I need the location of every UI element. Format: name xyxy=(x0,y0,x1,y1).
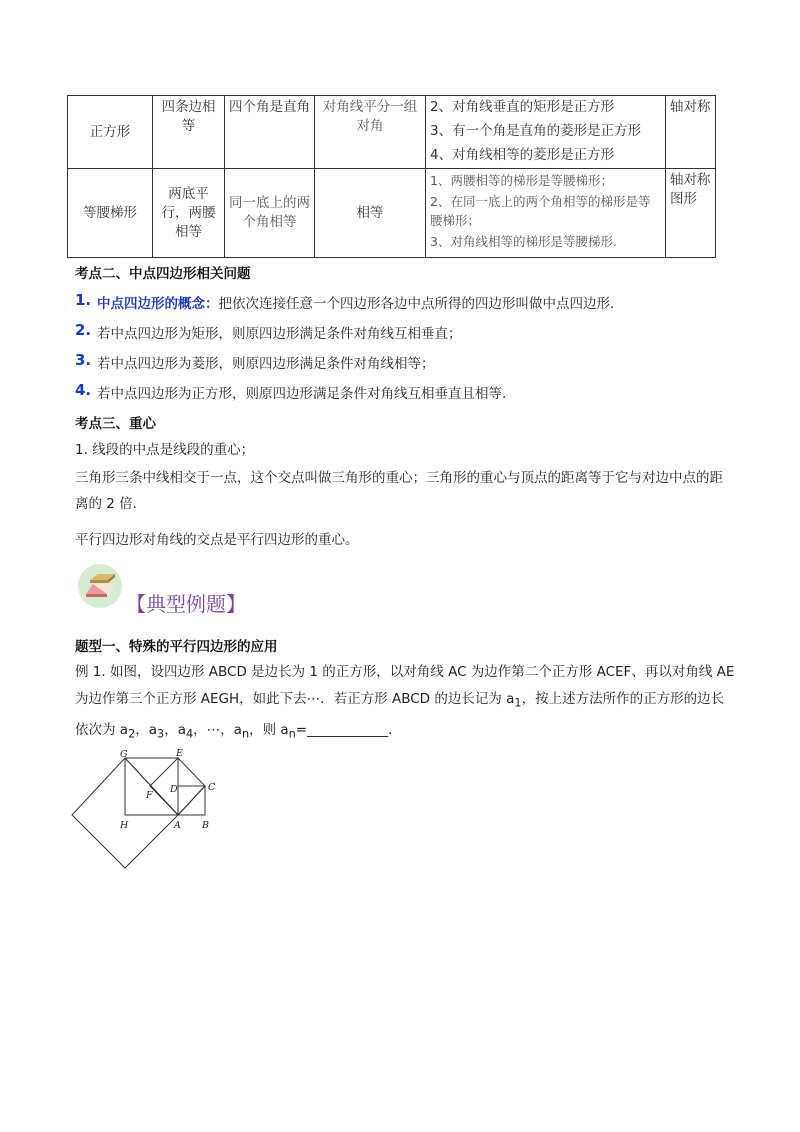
symmetry-property: 轴对称图形 xyxy=(666,169,716,258)
item-text: 若中点四边形为菱形，则原四边形满足条件对角线相等； xyxy=(97,356,435,372)
tixing1-heading: 题型一、特殊的平行四边形的应用 xyxy=(75,639,278,655)
criteria-cell xyxy=(426,96,666,169)
diagonals-property: 相等 xyxy=(315,169,426,258)
label-E: E xyxy=(176,748,183,759)
table-row xyxy=(68,169,716,258)
shape-name: 正方形 xyxy=(68,96,153,169)
paragraph: 1. 线段的中点是线段的重心； xyxy=(75,442,255,458)
sides-property: 两底平行，两腰相等 xyxy=(153,169,225,258)
section-title: 【典型例题】 xyxy=(126,592,246,616)
criteria-line: 3、有一个角是直角的菱形是正方形 xyxy=(430,123,642,139)
label-H: H xyxy=(120,820,129,831)
item-number: 4. xyxy=(75,381,92,399)
label-F: F xyxy=(146,790,153,801)
item-text: 把依次连接任意一个四边形各边中点所得的四边形叫做中点四边形. xyxy=(218,296,615,312)
criteria-line: 1、两腰相等的梯形是等腰梯形； xyxy=(430,173,613,188)
criteria-cell xyxy=(426,169,666,258)
paragraph: 平行四边形对角线的交点是平行四边形的重心。 xyxy=(75,532,359,548)
sides-property: 四条边相等 xyxy=(153,96,225,169)
book-icon xyxy=(77,563,123,609)
label-G: G xyxy=(120,749,128,760)
angles-property: 四个角是直角 xyxy=(225,96,315,169)
paragraph: 三角形三条中线相交于一点，这个交点叫做三角形的重心；三角形的重心与顶点的距离等于它与对边中点的距离的 2 倍. xyxy=(75,470,723,512)
kaodian2-heading: 考点二、中点四边形相关问题 xyxy=(75,266,251,282)
symmetry-property: 轴对称 xyxy=(666,96,716,169)
criteria-line: 2、在同一底上的两个角相等的梯形是等腰梯形； xyxy=(430,194,651,228)
concept-lead: 中点四边形的概念： xyxy=(97,296,219,312)
item-number: 1. xyxy=(75,291,92,309)
diagonals-property: 对角线平分一组对角 xyxy=(315,96,426,169)
criteria-line: 2、对角线垂直的矩形是正方形 xyxy=(430,99,615,115)
shape-name: 等腰梯形 xyxy=(68,169,153,258)
item-text: 若中点四边形为正方形，则原四边形满足条件对角线互相垂直且相等. xyxy=(97,386,507,402)
criteria-line: 3、对角线相等的梯形是等腰梯形. xyxy=(430,234,617,249)
item-number: 3. xyxy=(75,351,92,369)
table-row xyxy=(68,96,716,169)
label-C: C xyxy=(208,782,216,793)
label-D: D xyxy=(170,784,178,795)
label-B: B xyxy=(202,820,209,831)
kaodian3-heading: 考点三、重心 xyxy=(75,416,156,432)
label-A: A xyxy=(174,820,181,831)
item-text: 若中点四边形为矩形，则原四边形满足条件对角线互相垂直； xyxy=(97,326,462,342)
criteria-line: 4、对角线相等的菱形是正方形 xyxy=(430,147,615,163)
properties-table xyxy=(67,95,716,258)
list-item xyxy=(75,291,735,313)
list-item xyxy=(75,351,735,373)
geometry-figure xyxy=(68,748,228,873)
item-number: 2. xyxy=(75,321,92,339)
example-1-text: 例 1. 如图，设四边形 ABCD 是边长为 1 的正方形，以对角线 AC 为边作第二个正方形 ACEF、再以对角线 AE 为边作第三个正方形 AEGH，如此下去⋯．若正方形 ABCD 的边长记为 $a_1$，按上述方法所作的正方形的边长依次为 $a_2$，$a_3$，$a_4$，⋯，$a_n$，则 $a_n=\_\_\_\_\_\_\_\_\_\_\_\_$. xyxy=(75,664,735,741)
angles-property: 同一底上的两个角相等 xyxy=(225,169,315,258)
list-item xyxy=(75,381,735,403)
list-item xyxy=(75,321,735,343)
